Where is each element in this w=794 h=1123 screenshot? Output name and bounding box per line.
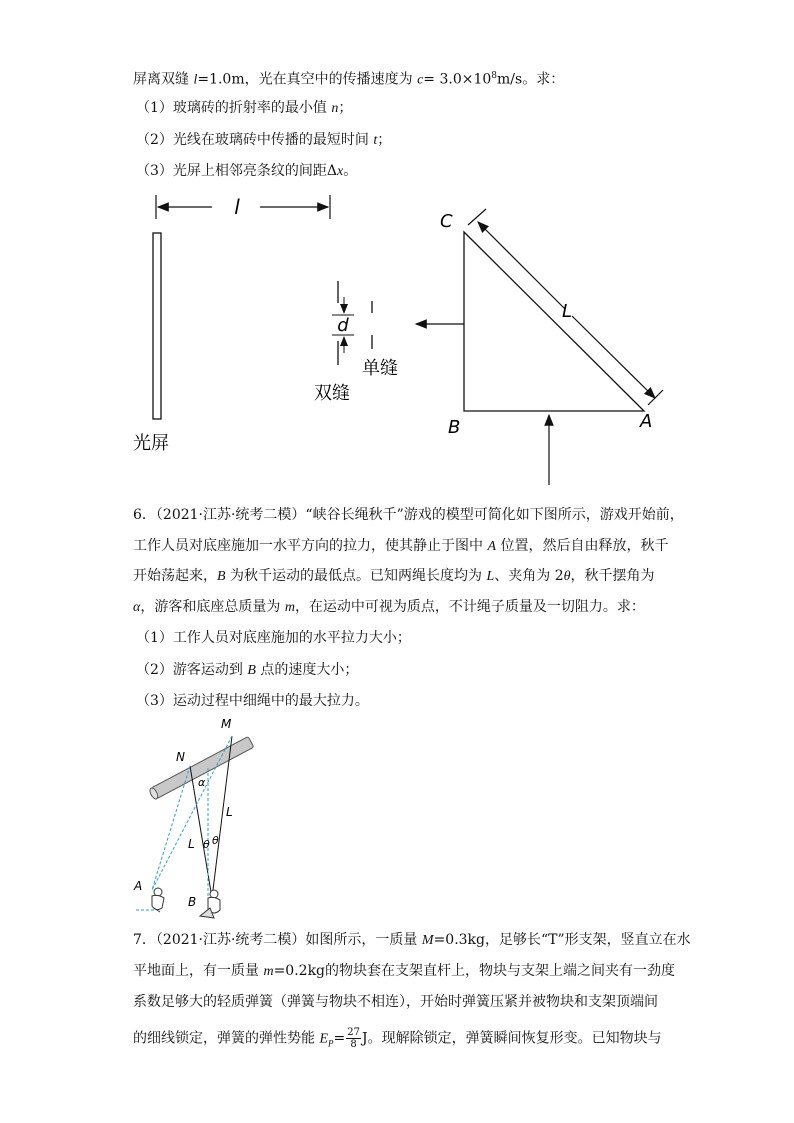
- label-l: l: [234, 195, 240, 219]
- q6-line1: [133, 505, 684, 525]
- text: =0.3kg，足够长“T”形支架，竖直立在水: [433, 932, 691, 948]
- symbol-c: c: [417, 72, 424, 88]
- text: 7．（2021·江苏·统考二模）如图所示，一质量: [133, 932, 422, 948]
- light-screen: [153, 233, 161, 419]
- text: 位置，然后自由释放，秋千: [496, 538, 669, 554]
- q5-sub2: [136, 130, 391, 151]
- text: 为秋千运动的最低点。已知两绳长度均为: [225, 568, 487, 584]
- L-arrow-up: [478, 222, 565, 309]
- label-theta-right: θ: [212, 834, 219, 847]
- text: （1）工作人员对底座施加的水平拉力大小；: [136, 630, 411, 646]
- equals: =: [333, 1030, 346, 1047]
- symbol-m: m: [284, 600, 295, 615]
- double-slit-figure: [120, 185, 680, 490]
- L-tick-top: [468, 209, 486, 225]
- text: ，在运动中可视为质点，不计绳子质量及一切阻力。求：: [294, 599, 645, 615]
- symbol-x: x: [337, 164, 344, 179]
- q6-sub1: [136, 628, 411, 648]
- symbol-M: M: [421, 933, 434, 948]
- text: 工作人员对底座施加一水平方向的拉力，使其静止于图中: [133, 538, 488, 554]
- text: J。现解除锁定，弹簧瞬间恢复形变。已知物块与: [361, 1030, 662, 1047]
- text: ，秋千摆角为: [570, 568, 655, 584]
- label-B: B: [448, 417, 461, 438]
- symbol-L: L: [486, 569, 495, 584]
- text: 系数足够大的轻质弹簧（弹簧与物块不相连），开始时弹簧压紧并被物块和支架顶端间: [133, 994, 658, 1010]
- text: （3）光屏上相邻亮条纹的间距Δ: [136, 163, 338, 179]
- q7-line2: [133, 961, 675, 982]
- label-M: M: [221, 717, 232, 731]
- support-beam: [151, 737, 254, 799]
- label-A: A: [640, 411, 653, 432]
- subscript-P: P: [328, 1038, 334, 1049]
- q6-sub2: [136, 660, 358, 681]
- text: （1）玻璃砖的折射率的最小值: [136, 100, 332, 116]
- symbol-t: t: [373, 133, 378, 148]
- text: 、夹角为 2: [494, 568, 564, 584]
- label-alpha: α: [198, 776, 206, 789]
- label-B: B: [188, 895, 197, 909]
- text: （2）光线在玻璃砖中传播的最短时间: [136, 132, 374, 148]
- fraction-denominator: 8: [350, 1039, 357, 1050]
- label-L: L: [562, 301, 573, 322]
- label-theta-left: θ: [203, 838, 210, 851]
- symbol-theta: θ: [563, 569, 571, 584]
- text: （2）游客运动到: [136, 662, 248, 678]
- exponent: 8: [491, 71, 498, 81]
- fraction: [346, 1027, 361, 1050]
- label-A: A: [134, 879, 143, 893]
- symbol-l: l: [193, 72, 198, 88]
- text: m/s。求：: [497, 71, 565, 88]
- L-arrow-down: [572, 316, 655, 398]
- symbol-A: A: [487, 539, 497, 554]
- text: ；: [338, 100, 353, 116]
- text: 点的速度大小；: [255, 662, 359, 678]
- symbol-m: m: [263, 964, 274, 979]
- text: =0.2kg的物块套在支架直杆上，物块与支架上端之间夹有一劲度: [273, 963, 676, 979]
- symbol-E: E: [319, 1031, 329, 1047]
- text: =1.0m，光在真空中的传播速度为: [197, 71, 418, 88]
- text: 。: [343, 163, 358, 179]
- q5-sub3: [136, 161, 357, 182]
- label-screen: 光屏: [133, 433, 169, 454]
- label-C: C: [440, 211, 453, 232]
- label-single-slit: 单缝: [362, 358, 398, 379]
- text: 的细线锁定，弹簧的弹性势能: [133, 1030, 320, 1047]
- q7-line1: [133, 930, 691, 951]
- swing-figure: [128, 712, 268, 922]
- q5-sub1: [136, 98, 352, 119]
- symbol-B: B: [247, 663, 256, 678]
- q6-sub3: [136, 691, 369, 711]
- text: ，游客和底座总质量为: [140, 599, 285, 615]
- text: 屏离双缝: [133, 71, 194, 88]
- q7-line4: [133, 1027, 662, 1053]
- symbol-n: n: [331, 101, 339, 116]
- glass-prism: [464, 232, 644, 411]
- text: 6．（2021·江苏·统考二模）“峡谷长绳秋千”游戏的模型可简化如下图所示，游戏开始前，: [133, 507, 684, 523]
- rope-M-to-A: [152, 736, 232, 890]
- symbol-alpha: α: [133, 600, 141, 615]
- text: = 3.0×10: [423, 71, 492, 88]
- q6-line2: [133, 536, 668, 557]
- q5-intro-line: [133, 66, 564, 91]
- label-L-right: L: [226, 805, 233, 819]
- fraction-numerator: 27: [347, 1027, 360, 1038]
- q6-line4: [133, 597, 645, 618]
- label-N: N: [176, 750, 185, 764]
- swing-rider-A: [152, 888, 164, 912]
- label-double-slit: 双缝: [314, 383, 350, 404]
- swing-rider-B: [200, 890, 220, 918]
- label-L-left: L: [188, 837, 195, 851]
- text: 平地面上，有一质量: [133, 963, 264, 979]
- text: （3）运动过程中细绳中的最大拉力。: [136, 693, 369, 709]
- text: 开始荡起来，: [133, 568, 217, 584]
- text: ；: [377, 132, 392, 148]
- label-d: d: [337, 315, 349, 336]
- symbol-B: B: [217, 569, 226, 584]
- L-tick-bottom: [648, 390, 663, 405]
- q6-line3: [133, 566, 655, 587]
- q7-line3: [133, 992, 658, 1012]
